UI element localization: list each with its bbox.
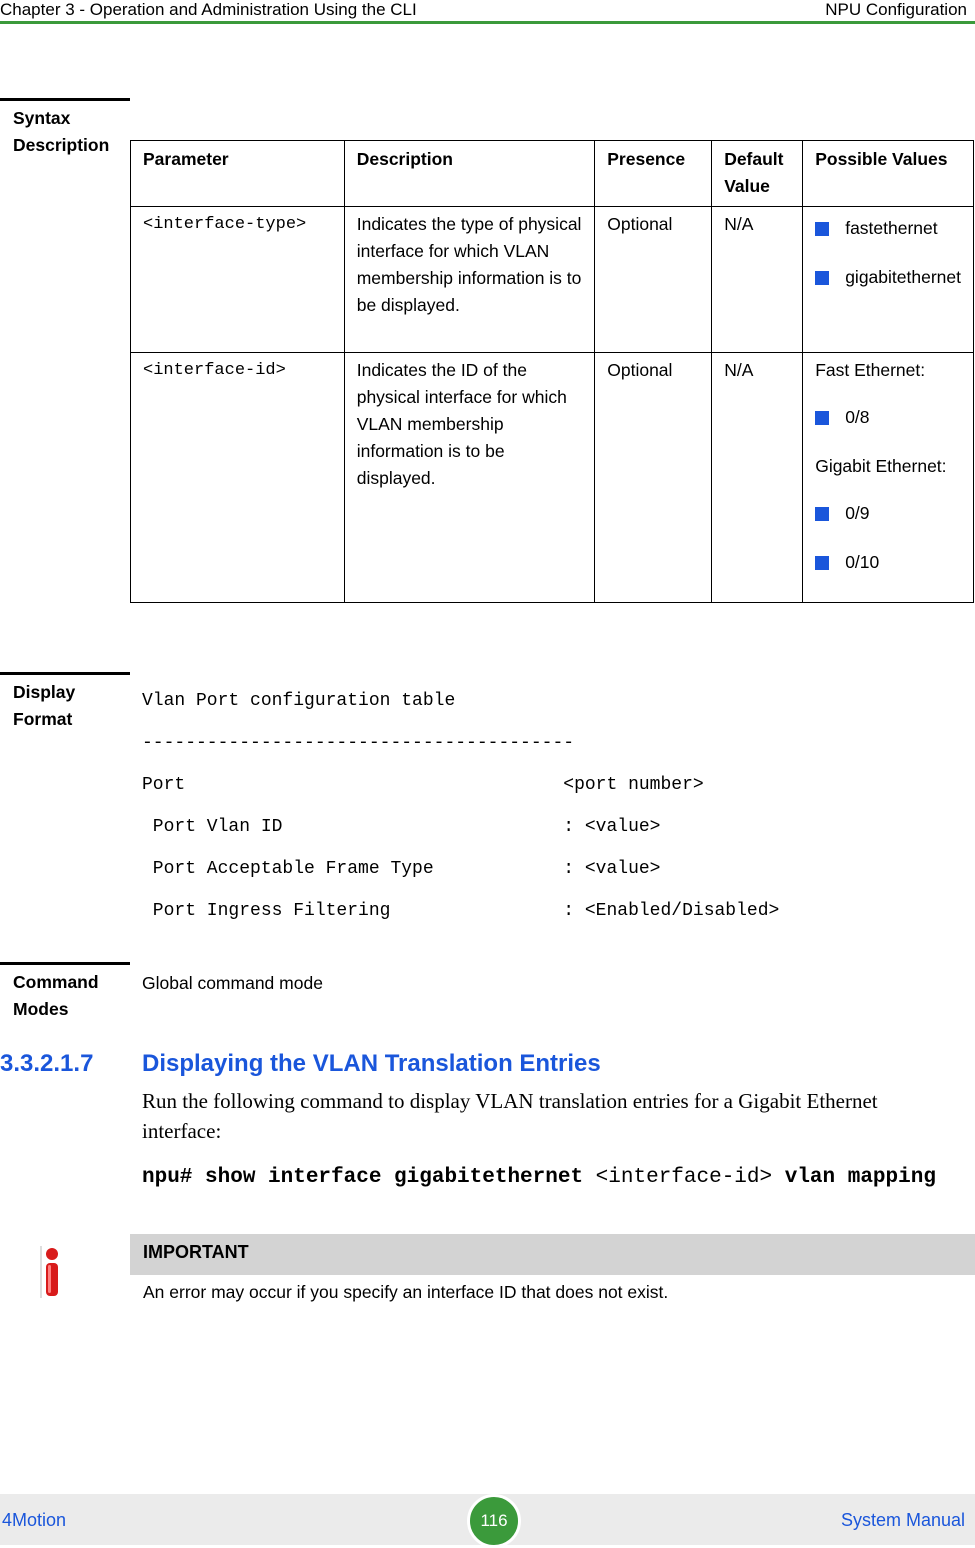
fast-ethernet-label: Fast Ethernet: <box>815 360 926 380</box>
param-name: <interface-type> <box>131 207 345 353</box>
col-description: Description <box>344 141 595 207</box>
footer-manual: System Manual <box>840 1510 965 1530</box>
param-values <box>803 207 974 353</box>
param-description: Indicates the type of physical interface for which VLAN membership information is to be displayed. <box>344 207 595 353</box>
section-number: 3.3.2.1.7 <box>0 1050 94 1077</box>
table-row <box>131 207 974 353</box>
page-number: 116 <box>467 1494 521 1548</box>
section-header: NPU Configuration <box>825 0 967 19</box>
list-item: 0/8 <box>815 404 961 431</box>
section-body: Run the following command to display VLAN translation entries for a Gigabit Ethernet interface: <box>142 1089 878 1143</box>
section-title: Displaying the VLAN Translation Entries <box>142 1050 601 1077</box>
param-description: Indicates the ID of the physical interface for which VLAN membership information is to be displayed. <box>344 353 595 603</box>
bullet-square-icon <box>815 556 829 570</box>
param-values <box>803 353 974 603</box>
header-divider <box>0 21 975 24</box>
important-heading-bar <box>130 1234 975 1275</box>
list-item: 0/9 <box>815 500 961 527</box>
param-default: N/A <box>712 353 803 603</box>
param-name: <interface-id> <box>131 353 345 603</box>
bullet-square-icon <box>815 411 829 425</box>
bullet-square-icon <box>815 507 829 521</box>
param-presence: Optional <box>595 353 712 603</box>
list-item: fastethernet <box>815 215 961 242</box>
bullet-square-icon <box>815 271 829 285</box>
gigabit-ethernet-label: Gigabit Ethernet: <box>815 456 947 476</box>
parameter-table <box>130 140 974 603</box>
display-format-output: Vlan Port configuration table ---------------------------------------- Port <port number> Port Vlan ID : <value> Port Acceptable Frame Type : <value> Port Ingress Filtering : <Enabled/Disabled> <box>142 691 780 921</box>
col-default-value: Default Value <box>712 141 803 207</box>
list-item: gigabitethernet <box>815 264 961 291</box>
display-format-label: Display Format <box>0 672 130 733</box>
chapter-title: Chapter 3 - Operation and Administration Using the CLI <box>0 0 417 19</box>
param-presence: Optional <box>595 207 712 353</box>
command-syntax: npu# show interface gigabitethernet <interface-id> vlan mapping <box>142 1166 936 1189</box>
table-row <box>131 353 974 603</box>
command-modes-text: Global command mode <box>142 973 323 993</box>
list-item: 0/10 <box>815 549 961 576</box>
col-possible-values: Possible Values <box>803 141 974 207</box>
important-heading: IMPORTANT <box>143 1242 249 1262</box>
important-text: An error may occur if you specify an interface ID that does not exist. <box>143 1282 669 1302</box>
bullet-square-icon <box>815 222 829 236</box>
info-important-icon <box>38 1246 66 1298</box>
syntax-description-label: Syntax Description <box>0 98 130 159</box>
table-header-row <box>131 141 974 207</box>
param-default: N/A <box>712 207 803 353</box>
col-parameter: Parameter <box>131 141 345 207</box>
footer-product: 4Motion <box>2 1510 67 1530</box>
col-presence: Presence <box>595 141 712 207</box>
command-modes-label: Command Modes <box>0 962 130 1023</box>
